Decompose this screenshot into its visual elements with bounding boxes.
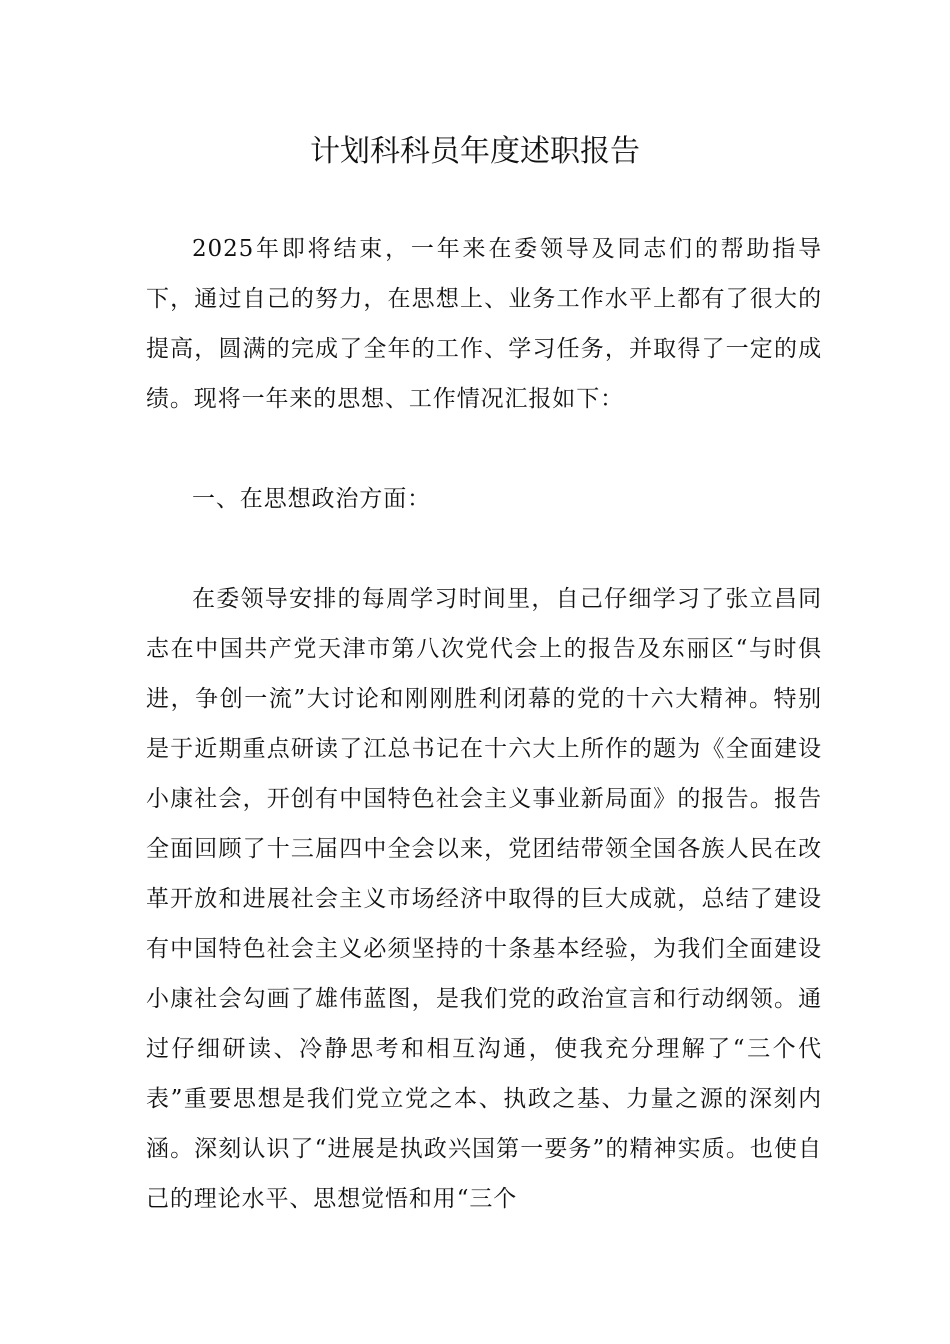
intro-paragraph: 2025年即将结束，一年来在委领导及同志们的帮助指导下，通过自己的努力，在思想上、业务工作水平上都有了很大的提高，圆满的完成了全年的工作、学习任务，并取得了一定的成绩。现将一年来的思想、工作情况汇报如下：	[146, 236, 822, 412]
document-title: 计划科科员年度述职报告	[310, 134, 640, 169]
section-heading: 一、在思想政治方面：	[192, 486, 431, 512]
body-paragraph: 在委领导安排的每周学习时间里，自己仔细学习了张立昌同志在中国共产党天津市第八次党代会上的报告及东丽区“与时俱进，争创一流”大讨论和刚刚胜利闭幕的党的十六大精神。特别是于近期重点研读了江总书记在十六大上所作的题为《全面建设小康社会，开创有中国特色社会主义事业新局面》的报告。报告全面回顾了十三届四中全会以来，党团结带领全国各族人民在改革开放和进展社会主义市场经济中取得的巨大成就，总结了建设有中国特色社会主义必须坚持的十条基本经验，为我们全面建设小康社会勾画了雄伟蓝图，是我们党的政治宣言和行动纲领。通过仔细研读、冷静思考和相互沟通，使我充分理解了“三个代表”重要思想是我们党立党之本、执政之基、力量之源的深刻内涵。深刻认识了“进展是执政兴国第一要务”的精神实质。也使自己的理论水平、思想觉悟和用“三个	[146, 586, 822, 1212]
